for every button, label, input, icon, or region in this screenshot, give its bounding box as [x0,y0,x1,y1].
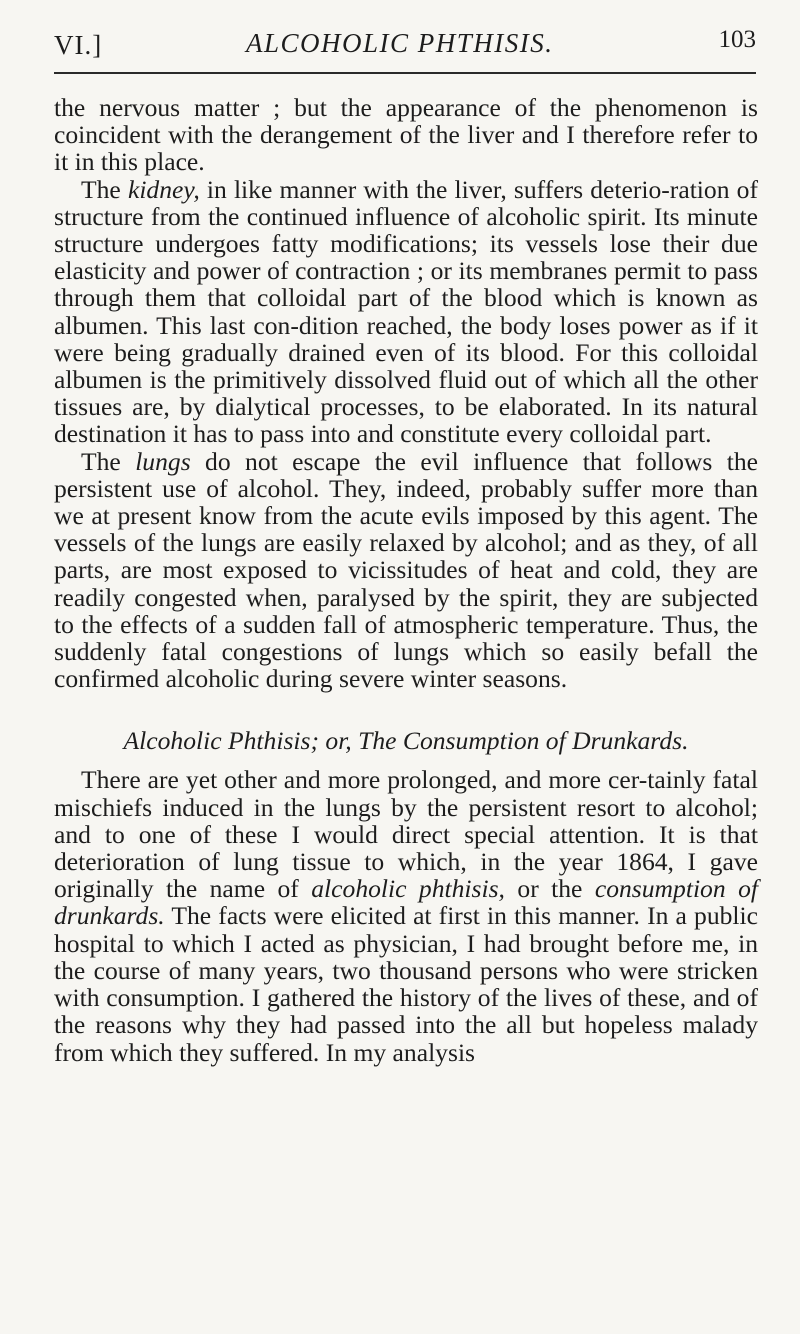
italic-term: kidney, [127,174,200,204]
page-header [54,26,756,74]
text-run: The facts were elicited at first in this manner. In a public hospital to which I acted as physician, I had brought before me, in the course of many years, two thousand persons who were stricken with consumption. I gathered the history of the lives of these, and of the reasons why they had passed into the all but hopeless malady from which they suffered. In my analysis [54,901,758,1067]
italic-term: alcoholic phthisis, [311,874,505,904]
paragraph-nervous-matter [54,94,758,176]
paragraph-alcoholic-phthisis [54,766,758,1065]
text-run: The [81,446,136,476]
running-title: ALCOHOLIC PHTHISIS. [246,28,554,58]
chapter-marker: VI.] [54,30,103,60]
text-run: There are yet other and more prolonged, and more cer-tainly fatal mischiefs induced in the lungs by the persistent resort to alcohol; and to one of these I would direct special attention. It is that deterioration of lung tissue to which, in the year 1864, I gave originally the name of [54,765,758,904]
text-run: in like manner with the liver, suffers deterio-ration of structure from the continued influence of alcoholic spirit. Its minute structure undergoes fatty modifications; its vessels lose their due elasticity and power of contraction ; or its membranes permit to pass through them that colloidal part of the blood which is known as albumen. This last con-dition reached, the body loses power as if it were being gradually drained even of its blood. For this colloidal albumen is the primitively dissolved fluid out of which all the other tissues are, by dialytical processes, to be elaborated. In its natural destination it has to pass into and constitute every colloidal part. [54,174,758,449]
text-run: the nervous matter ; but the appearance of the phenomenon is coincident with the derangement of the liver and I therefore refer to it in this place. [54,93,758,177]
italic-term: consumption of drunkards. [54,874,758,931]
italic-term: lungs [135,446,191,476]
page-body [54,94,758,1066]
section-heading: Alcoholic Phthisis; or, The Consumption of Drunkards. [123,726,689,756]
paragraph-lungs [54,448,758,693]
paragraph-kidney [54,176,758,448]
text-run: or the [504,874,595,904]
text-run: The [81,174,128,204]
text-run: do not escape the evil influence that follows the persistent use of alcohol. They, indeed, probably suffer more than we at present know from the acute evils imposed by this agent. The vessels of the lungs are easily relaxed by alcohol; and as they, of all parts, are most exposed to vicissitudes of heat and cold, they are readily congested when, paralysed by the spirit, they are subjected to the effects of a sudden fall of atmospheric temperature. Thus, the suddenly fatal congestions of lungs which so easily befall the confirmed alcoholic during severe winter seasons. [54,446,758,694]
page-number: 103 [718,26,756,53]
